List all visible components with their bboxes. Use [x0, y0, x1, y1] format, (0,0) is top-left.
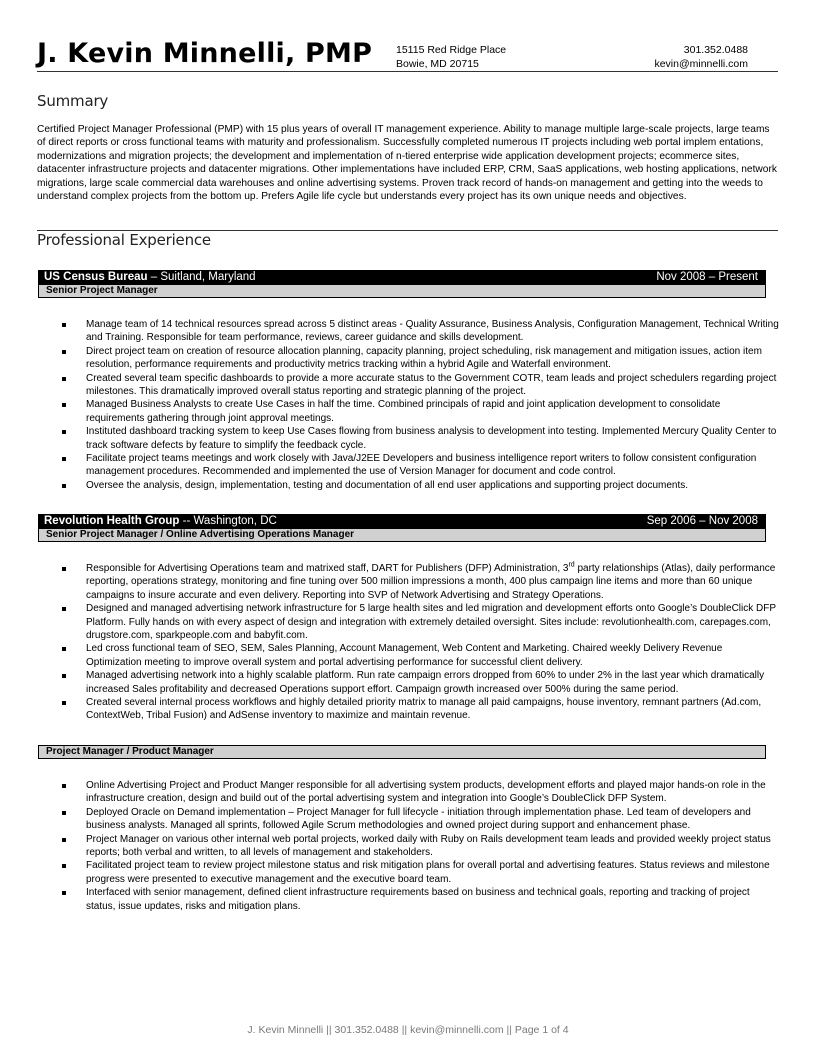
list-item: Designed and managed advertising network infrastructure for 5 large health sites and led migration and development efforts onto Google’s DoubleClick DFP Platform. Fully hands on with every aspect of design and integration with extremely detailed oversight. Sites include: revolutionhealth.com, carepages.com, drugstore.com, sparkpeople.com and babyfit.com.	[62, 602, 780, 642]
employment-dates: Nov 2008 – Present	[656, 271, 758, 283]
list-item: Online Advertising Project and Product Manger responsible for all advertising system products, development efforts and played major hands-on role in the infrastructure creation, design and build out of the portal advertising system and integration into Google’s DoubleClick DFP System.	[62, 779, 780, 806]
list-item: Facilitated project team to review project milestone status and risk mitigation plans for overall portal and advertising features. Status reviews and milestone progress were presented to executive management and the executive board team.	[62, 859, 780, 886]
job-bullets-revolution-health	[62, 562, 780, 723]
summary-text: Certified Project Manager Professional (PMP) with 15 plus years of overall IT management experience. Ability to manage multiple large-scale projects, large teams of direct reports or cross functional teams with maturity and professionalism. Successfully completed numerous IT projects including web portal implem entations, modernizations and migration projects; the development and implementation of n-tiered enterprise wide application development projects; ecommerce sites, datacenter infrastructure projects and datacenter migrations. Other implementations have included ERP, CRM, SaaS applications, web hosting applications, network migrations, large scale commercial data warehouses and online advertising systems. Proven track record of hands-on management and getting into the weeds to understand complex projects from the bottom up. Prefers Agile life cycle but understands every project has its own unique needs and objectives.	[37, 124, 777, 203]
employer-name: Revolution Health Group	[44, 515, 180, 527]
employer-location: – Suitland, Maryland	[147, 271, 256, 283]
employer-name: US Census Bureau	[44, 271, 148, 283]
resume-name: J. Kevin Minnelli, PMP	[37, 38, 373, 69]
job-title: Project Manager / Product Manager	[38, 745, 766, 759]
job-title: Senior Project Manager	[38, 284, 766, 298]
list-item: Managed Business Analysts to create Use Cases in half the time. Combined principals of rapid and joint application development to consolidate requirements gathering through joint approval meetings.	[62, 398, 780, 425]
header-divider	[37, 71, 778, 72]
list-item: Managed advertising network into a highly scalable platform. Run rate campaign errors dropped from 60% to under 2% in the last year which dramatically increased Sales profitability and decreased Operations support effort. Campaign growth increased over 500% during the same period.	[62, 669, 780, 696]
phone-number: 301.352.0488	[683, 44, 748, 56]
list-item: Oversee the analysis, design, implementation, testing and documentation of all end user applications and supporting project documents.	[62, 479, 780, 492]
employer-line	[44, 514, 277, 528]
list-item: Led cross functional team of SEO, SEM, Sales Planning, Account Management, Web Content and Marketing. Chaired weekly Delivery Revenue Optimization meeting to improve overall system and portal advertising performance for successful client delivery.	[62, 642, 780, 669]
employer-line	[44, 270, 256, 284]
list-item: Facilitate project teams meetings and work closely with Java/J2EE Developers and business intelligence report writers to follow consistent configuration management procedures. Recommended and implemented the use of Version Manager for document and code control.	[62, 452, 780, 479]
experience-heading: Professional Experience	[37, 231, 211, 249]
list-item: Manage team of 14 technical resources spread across 5 distinct areas - Quality Assurance, Business Analysis, Configuration Management, Technical Writing and Training. Responsible for team performance, reviews, career guidance and skills development.	[62, 318, 780, 345]
job-header-revolution-health	[38, 514, 766, 528]
summary-heading: Summary	[37, 92, 109, 110]
job-header-census	[38, 270, 766, 284]
bullet-text: party relationships (Atlas), daily performance reporting, operations strategy, monitoring and fine tuning over 500 million impressions a month, 400 plus campaign line items and more than 60 unique campaigns to insure accurate and even delivery. Reporting into SVP of Network Advertising and Strategy Operations.	[86, 563, 776, 601]
list-item: Instituted dashboard tracking system to keep Use Cases flowing from business analysis to development into testing. Implemented Mercury Quality Center to track software defects by feature to simplify the feedback cycle.	[62, 425, 780, 452]
job-title: Senior Project Manager / Online Advertising Operations Manager	[38, 528, 766, 542]
employer-location: -- Washington, DC	[179, 515, 277, 527]
job-bullets-census	[62, 318, 780, 492]
list-item: Direct project team on creation of resource allocation planning, capacity planning, project scheduling, risk management and mitigation issues, action item resolution, performance requirements and productivity metrics tracking within a hybrid Agile and Waterfall environment.	[62, 345, 780, 372]
experience-divider	[37, 230, 778, 231]
list-item	[62, 562, 780, 602]
list-item: Created several internal process workflows and highly detailed priority matrix to manage all paid campaigns, house inventory, remnant partners (Ad.com, ContextWeb, Tribal Fusion) and AdSense inventory to maximize and maintain revenue.	[62, 696, 780, 723]
email-address: kevin@minnelli.com	[654, 58, 748, 70]
ordinal-suffix: rd	[568, 561, 575, 569]
address-street: 15115 Red Ridge Place	[396, 44, 507, 56]
list-item: Created several team specific dashboards to provide a more accurate status to the Government COTR, team leads and project schedulers regarding project milestones. This dramatically improved overall status reporting and strategic planning of the project.	[62, 372, 780, 399]
list-item: Interfaced with senior management, defined client infrastructure requirements based on business and technical goals, reporting and tracking of project status, issue updates, risks and mitigation plans.	[62, 886, 780, 913]
bullet-text: Responsible for Advertising Operations team and matrixed staff, DART for Publishers (DFP) Administration, 3	[86, 563, 569, 574]
employment-dates: Sep 2006 – Nov 2008	[646, 515, 758, 527]
page-footer: J. Kevin Minnelli || 301.352.0488 || kevin@minnelli.com || Page 1 of 4	[247, 1024, 569, 1036]
mailing-address	[396, 43, 506, 71]
contact-info	[654, 43, 748, 71]
job-bullets-product-manager	[62, 779, 780, 913]
list-item: Project Manager on various other internal web portal projects, worked daily with Ruby on Rails development team leads and provided weekly project status reports; both verbal and written, to all levels of management and stakeholders.	[62, 833, 780, 860]
list-item: Deployed Oracle on Demand implementation – Project Manager for full lifecycle - initiation through implementation phase. Led team of developers and business analysts. Managed all sprints, followed Agile Scrum methodologies and owned project during support and enhancement phase.	[62, 806, 780, 833]
address-city: Bowie, MD 20715	[396, 58, 479, 70]
